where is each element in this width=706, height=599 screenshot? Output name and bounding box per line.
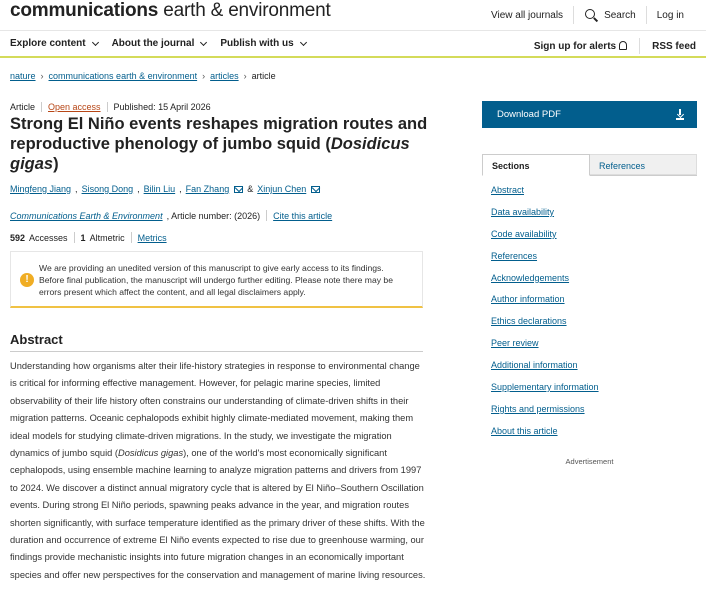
author-link[interactable]: Bilin Liu [143, 184, 176, 194]
accesses-label: Accesses [29, 232, 68, 243]
divider [10, 351, 423, 352]
article-type: Article [10, 102, 36, 112]
toc-item[interactable]: Abstract [491, 185, 525, 195]
toc-item[interactable]: About this article [491, 425, 558, 436]
breadcrumb-separator: › [243, 71, 247, 81]
metrics-link[interactable]: Metrics [137, 232, 167, 243]
citation-line [10, 210, 332, 221]
toc-item[interactable]: Additional information [491, 360, 578, 371]
toc-item[interactable]: Author information [491, 294, 565, 305]
early-access-notice [10, 251, 423, 308]
author-list: Mingfeng Jiang , Sisong Dong , Bilin Liu , Fan Zhang & Xinjun Chen [10, 184, 320, 194]
breadcrumb-separator: › [40, 71, 44, 81]
toc-item[interactable]: Data availability [491, 206, 555, 217]
article-metrics [10, 232, 167, 243]
publish-with-us-menu[interactable]: Publish with us [220, 38, 305, 49]
email-icon[interactable] [234, 186, 243, 193]
abstract-text: Understanding how organisms alter their life-history strategies in response to environmental change is critical for informing effective management. However, for pelagic marine species, limited observability of their life history often constrains our understanding of climate-driven shifts in their migration patterns. Oceanic cephalopods exhibit highly climate-mediated movement, making them ideal models for studying climate-driven migrations. In the study, we investigate the migration dynamics of jumbo squid (Dosidicus gigas), one of the world's most economically significant cephalopods, using ensemble machine learning to analyze migration patterns and drivers from 1997 to 2024. We discover a distinct annual migratory cycle that is altered by El Niño–Southern Oscillation events. During strong El Niño periods, spawning peaks advance in the year, and migration routes shorten significantly, with surface temperature identified as the primary driver of these shifts. With the duration and occurrence of extreme El Niño events expected to rise due to greenhouse warming, our findings provide mechanistic insights into future migration changes in an economically important species and offer new perspectives for the conservation and management of marine living resources. [10, 361, 426, 580]
warning-icon: ! [20, 273, 34, 287]
chevron-down-icon [200, 38, 207, 45]
about-journal-menu[interactable]: About the journal [112, 38, 207, 49]
article-meta [10, 102, 211, 112]
author-link[interactable]: Sisong Dong [81, 184, 134, 194]
published-date: Published: 15 April 2026 [113, 102, 211, 112]
breadcrumb-journal[interactable]: communications earth & environment [48, 71, 198, 81]
email-icon[interactable] [311, 186, 320, 193]
sidebar-tabs [482, 154, 697, 176]
top-bar [0, 0, 706, 28]
toc-item[interactable]: Ethics declarations [491, 316, 567, 327]
top-links [481, 6, 694, 24]
abstract-heading: Abstract [10, 332, 63, 347]
altmetric-count: 1 [80, 232, 86, 243]
toc-item[interactable]: Peer review [491, 338, 539, 349]
divider [74, 232, 75, 243]
toc-item[interactable]: Acknowledgements [491, 272, 570, 283]
author-link[interactable]: Mingfeng Jiang [10, 184, 72, 194]
login-link[interactable]: Log in [656, 9, 684, 21]
author-link[interactable]: Xinjun Chen [257, 184, 307, 194]
notice-text: We are providing an unedited version of this manuscript to give early access to its findings. Before final publication, the manuscript will undergo further editing. Please note there may be errors present which affect the content, and all legal disclaimers apply. [39, 263, 393, 297]
breadcrumb [10, 71, 276, 81]
search-button[interactable]: Search [574, 8, 646, 22]
rss-feed-link[interactable]: RSS feed [652, 40, 696, 52]
sign-up-alerts-link[interactable]: Sign up for alerts [534, 41, 627, 52]
toc-item[interactable]: Rights and permissions [491, 403, 585, 414]
bell-icon [619, 41, 627, 50]
divider [41, 102, 42, 112]
divider [266, 210, 267, 221]
table-of-contents [491, 185, 599, 448]
altmetric-label: Altmetric [89, 232, 125, 243]
breadcrumb-nature[interactable]: nature [10, 71, 36, 81]
open-access-link[interactable]: Open access [48, 102, 101, 112]
download-pdf-button[interactable]: Download PDF [482, 101, 697, 128]
accesses-count: 592 [10, 232, 26, 243]
view-all-journals-link[interactable]: View all journals [490, 9, 564, 21]
breadcrumb-articles[interactable]: articles [210, 71, 239, 81]
breadcrumb-current: article [251, 71, 276, 81]
tab-references[interactable]: References [590, 154, 697, 175]
breadcrumb-separator: › [202, 71, 206, 81]
chevron-down-icon [300, 38, 307, 45]
advertisement-label: Advertisement [565, 457, 614, 466]
author-link[interactable]: Fan Zhang [185, 184, 230, 194]
tab-sections[interactable]: Sections [482, 154, 590, 176]
article-title: Strong El Niño events reshapes migration routes and reproductive phenology of jumbo squid (Dosidicus gigas) [10, 115, 428, 173]
cite-this-article-link[interactable]: Cite this article [273, 210, 333, 221]
journal-logo[interactable]: communications earth & environment [10, 0, 331, 21]
explore-content-menu[interactable]: Explore content [10, 38, 98, 49]
toc-item[interactable]: Code availability [491, 228, 557, 239]
toc-item[interactable]: References [491, 250, 538, 261]
search-icon [584, 8, 598, 22]
chevron-down-icon [92, 38, 99, 45]
divider [639, 38, 640, 54]
divider [131, 232, 132, 243]
main-nav [0, 30, 706, 58]
toc-item[interactable]: Supplementary information [491, 382, 599, 393]
divider [107, 102, 108, 112]
article-number: , Article number: (2026) [166, 210, 261, 221]
journal-link[interactable]: Communications Earth & Environment [10, 210, 163, 221]
